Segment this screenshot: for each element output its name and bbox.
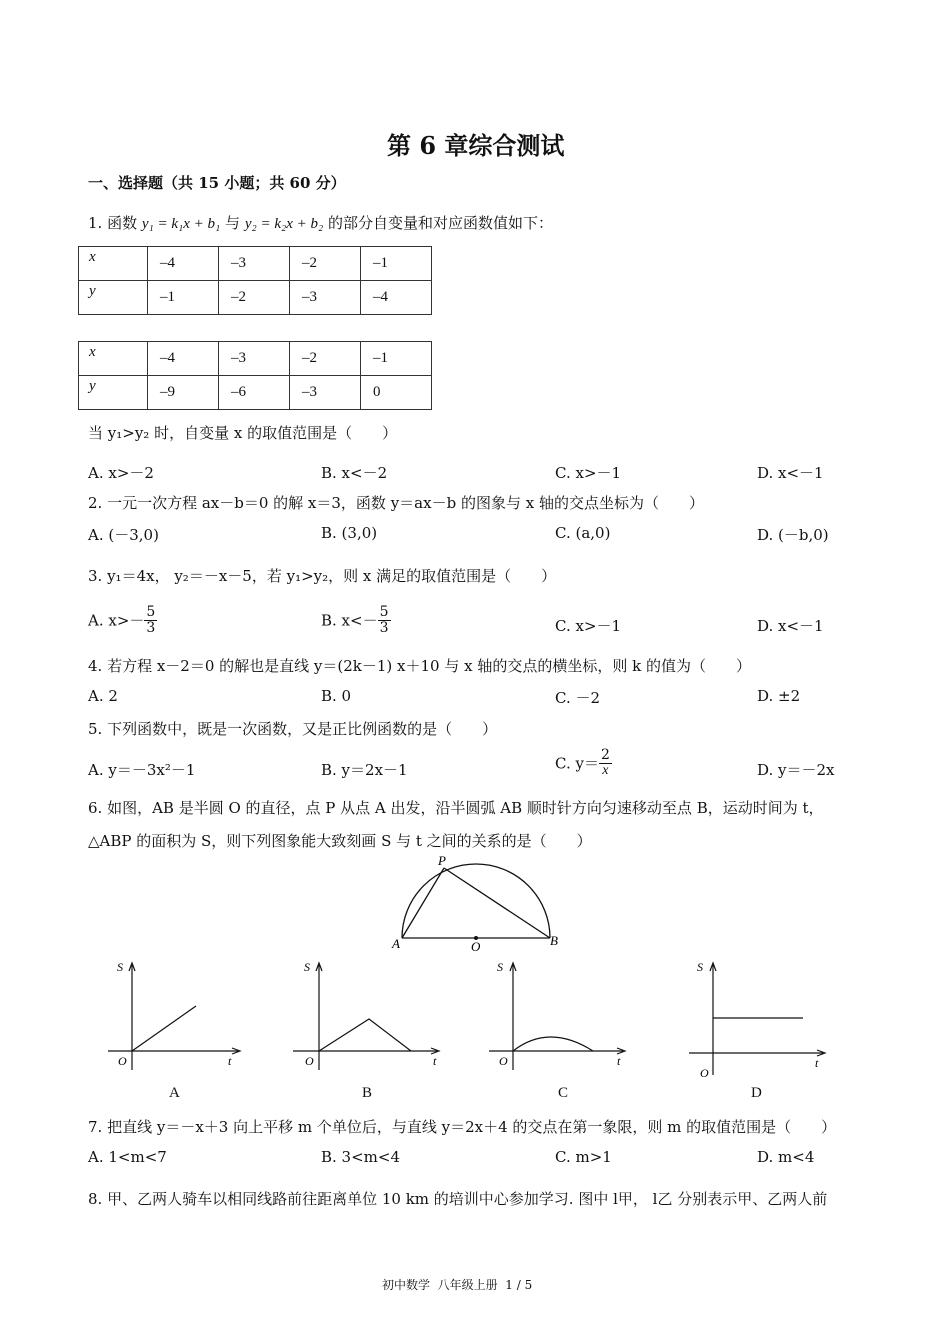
question-4-stem: 4. 若方程 x－2＝0 的解也是直线 y＝(2k－1) x＋10 与 x 轴的交点的横坐标，则 k 的值为（ ） <box>88 657 751 675</box>
question-3-stem: 3. y₁＝4x， y₂＝－x－5，若 y₁>y₂，则 x 满足的取值范围是（ ） <box>88 567 557 585</box>
graph-label-d: D <box>751 1085 762 1101</box>
question-6-line-2: △ABP 的面积为 S，则下列图象能大致刻画 S 与 t 之间的关系的是（ ） <box>88 832 592 850</box>
graph-option-b[interactable] <box>287 955 447 1075</box>
graph-curve <box>513 1037 593 1051</box>
axis-label-t: t <box>433 1054 437 1068</box>
table-cell: –3 <box>219 247 290 281</box>
label-b: B <box>550 933 558 948</box>
question-6-line-1: 6. 如图，AB 是半圆 O 的直径，点 P 从点 A 出发，沿半圆弧 AB 顺时针方向匀速移动至点 B，运动时间为 t， <box>88 799 824 817</box>
q7-option-d[interactable]: D. m<4 <box>757 1148 815 1166</box>
q1-option-b[interactable]: B. x<－2 <box>321 464 388 482</box>
graph-line <box>132 1006 196 1051</box>
q1-option-a[interactable]: A. x>－2 <box>88 464 154 482</box>
graph-option-a[interactable] <box>100 955 250 1075</box>
q1-table-1 <box>78 246 432 315</box>
q5-option-c[interactable]: C. y＝ $\frac{2}{x}$ <box>555 747 610 778</box>
q5-option-d[interactable]: D. y＝－2x <box>757 761 835 779</box>
table-cell: –4 <box>361 281 432 315</box>
graph-label-c: C <box>558 1085 569 1101</box>
table-row <box>79 247 432 281</box>
table-cell: –1 <box>361 342 432 376</box>
question-7-stem: 7. 把直线 y＝－x＋3 向上平移 m 个单位后，与直线 y＝2x＋4 的交点在第一象限，则 m 的取值范围是（ ） <box>88 1118 837 1136</box>
table-header-cell: y <box>79 281 148 315</box>
axis-label-s: S <box>697 960 703 974</box>
table-cell: –9 <box>148 376 219 410</box>
table-cell: –3 <box>290 376 361 410</box>
table-cell: 0 <box>361 376 432 410</box>
q4-option-b[interactable]: B. 0 <box>321 687 352 705</box>
table-row <box>79 376 432 410</box>
origin-label: O <box>700 1066 709 1080</box>
q2-option-b[interactable]: B. (3,0) <box>321 524 378 542</box>
table-row <box>79 281 432 315</box>
q5-option-b[interactable]: B. y＝2x－1 <box>321 761 408 779</box>
graph-option-d[interactable] <box>683 955 833 1080</box>
origin-label: O <box>499 1054 508 1068</box>
table-cell: –4 <box>148 342 219 376</box>
table-cell: –1 <box>148 281 219 315</box>
axis-label-t: t <box>228 1054 232 1068</box>
axis-label-t: t <box>617 1054 621 1068</box>
question-2-stem: 2. 一元一次方程 ax－b＝0 的解 x＝3，函数 y＝ax－b 的图象与 x 轴的交点坐标为（ ） <box>88 494 704 512</box>
origin-label: O <box>118 1054 127 1068</box>
question-8-stem: 8. 甲、乙两人骑车以相同线路前往距离单位 10 km 的培训中心参加学习. 图中 l甲， l乙 分别表示甲、乙两人前 <box>88 1190 828 1208</box>
table-cell: –1 <box>361 247 432 281</box>
table-cell: –2 <box>290 342 361 376</box>
q2-option-a[interactable]: A. (－3,0) <box>88 526 159 544</box>
graph-label-a: A <box>169 1085 180 1101</box>
q3-option-c[interactable]: C. x>－1 <box>555 617 622 635</box>
q2-option-c[interactable]: C. (a,0) <box>555 524 611 542</box>
origin-label: O <box>305 1054 314 1068</box>
graph-line <box>319 1019 411 1051</box>
q4-option-d[interactable]: D. ±2 <box>757 687 801 705</box>
semicircle-figure <box>390 852 570 952</box>
q7-option-c[interactable]: C. m>1 <box>555 1148 612 1166</box>
chord-ap <box>402 868 444 938</box>
table-header-cell: x <box>79 342 148 376</box>
q4-option-c[interactable]: C. －2 <box>555 689 601 707</box>
fraction: $\frac{5}{3}$ <box>379 604 389 636</box>
q1-table-2 <box>78 341 432 410</box>
table-cell: –3 <box>219 342 290 376</box>
fraction: $\frac{2}{x}$ <box>600 747 610 778</box>
q4-option-a[interactable]: A. 2 <box>88 687 118 705</box>
axis-label-s: S <box>304 960 310 974</box>
label-o: O <box>471 939 481 952</box>
q3-option-a[interactable]: A. x>－ $\frac{5}{3}$ <box>88 604 156 636</box>
question-5-stem: 5. 下列函数中，既是一次函数，又是正比例函数的是（ ） <box>88 720 498 738</box>
table-header-cell: y <box>79 376 148 410</box>
axis-label-s: S <box>117 960 123 974</box>
table-header-cell: x <box>79 247 148 281</box>
question-1-condition: 当 y₁>y₂ 时，自变量 x 的取值范围是（ ） <box>88 424 398 442</box>
table-cell: –3 <box>290 281 361 315</box>
q7-option-a[interactable]: A. 1<m<7 <box>88 1148 167 1166</box>
axis-label-s: S <box>497 960 503 974</box>
table-cell: –4 <box>148 247 219 281</box>
page-title: 第 6 章综合测试 <box>387 131 565 160</box>
q1-option-d[interactable]: D. x<－1 <box>757 464 824 482</box>
q2-option-d[interactable]: D. (－b,0) <box>757 526 829 544</box>
table-cell: –6 <box>219 376 290 410</box>
q5-option-a[interactable]: A. y＝－3x²－1 <box>88 761 196 779</box>
q3-option-d[interactable]: D. x<－1 <box>757 617 824 635</box>
table-row <box>79 342 432 376</box>
fraction: $\frac{5}{3}$ <box>146 604 156 636</box>
table-cell: –2 <box>290 247 361 281</box>
table-cell: –2 <box>219 281 290 315</box>
q3-option-b[interactable]: B. x<－ $\frac{5}{3}$ <box>321 604 389 636</box>
q7-option-b[interactable]: B. 3<m<4 <box>321 1148 401 1166</box>
axis-label-t: t <box>815 1056 819 1070</box>
section-heading: 一、选择题（共 15 小题；共 60 分） <box>88 174 346 192</box>
question-1-stem: 1. 函数 y₁ = k₁x + b₁ 与 y₂ = k₂x + b₂ 的部分自变量和对应函数值如下： <box>88 214 553 232</box>
graph-label-b: B <box>362 1085 373 1101</box>
graph-option-c[interactable] <box>485 955 635 1075</box>
label-p: P <box>438 853 446 868</box>
q1-option-c[interactable]: C. x>－1 <box>555 464 622 482</box>
chord-pb <box>444 868 550 938</box>
page-footer: 初中数学 八年级上册 1 / 5 <box>382 1278 533 1292</box>
label-a: A <box>392 936 400 951</box>
